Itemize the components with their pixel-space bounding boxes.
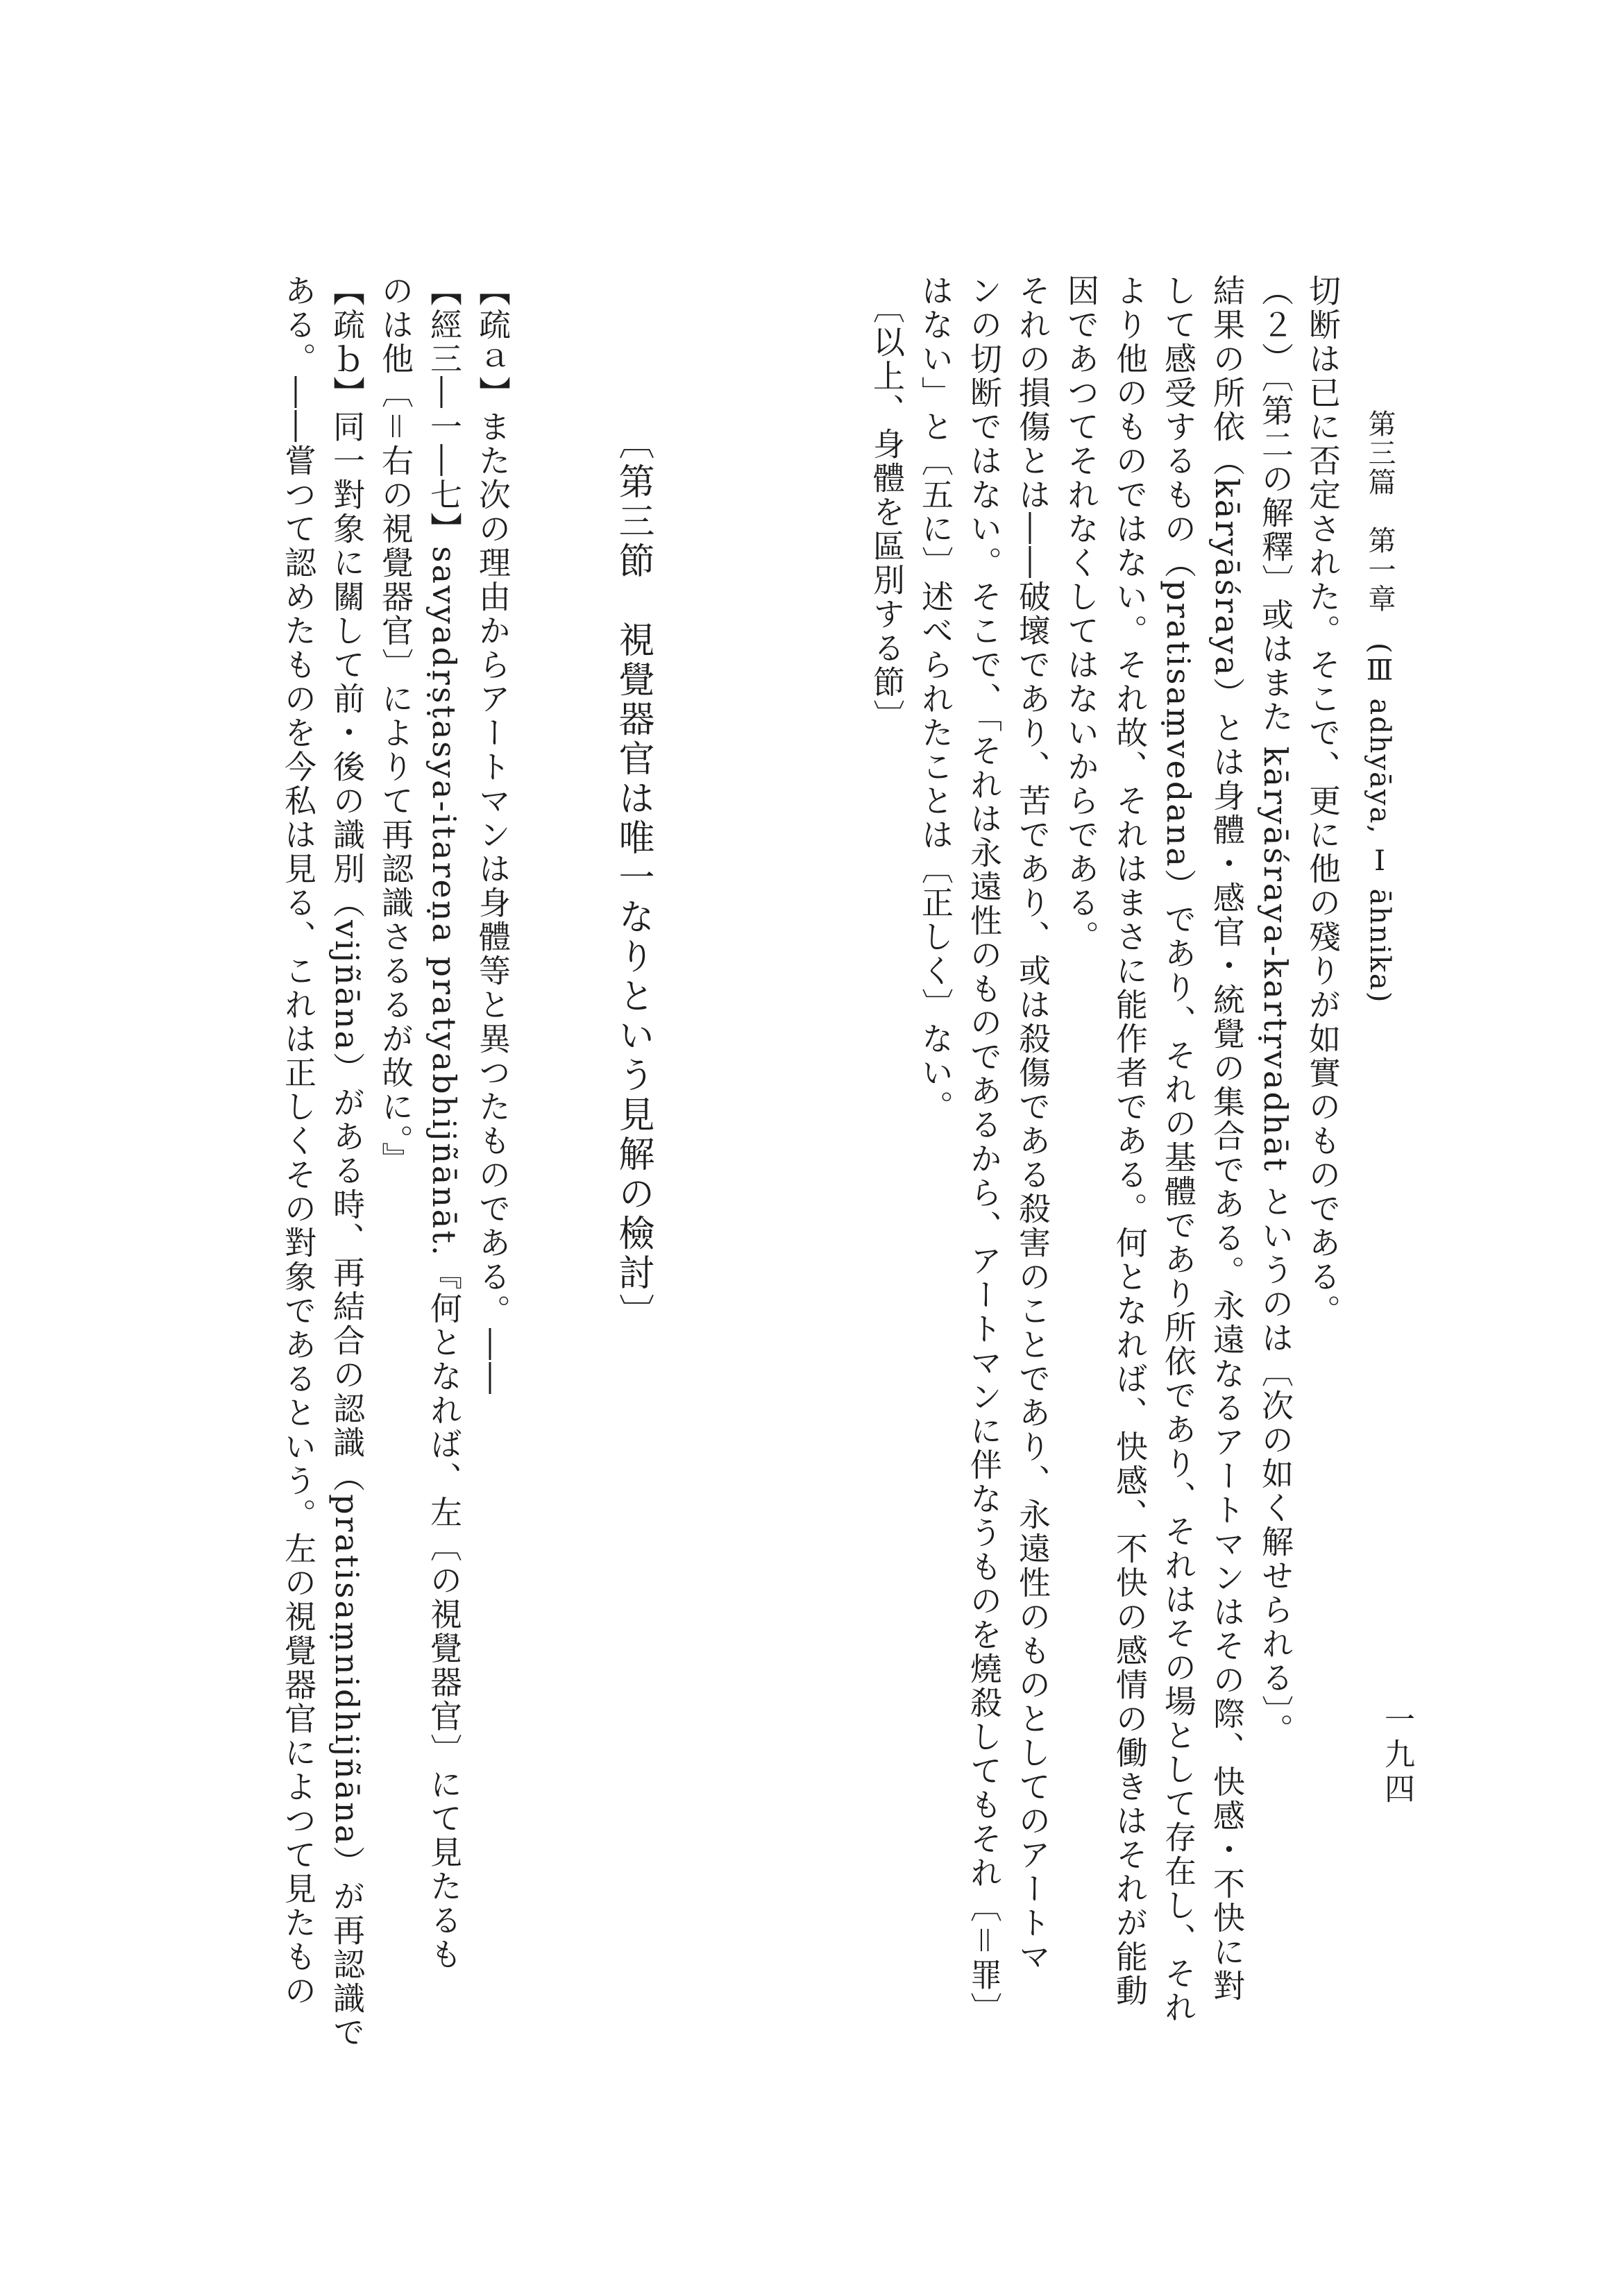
commentary-line: 【疏ａ】また次の理由からアートマンは身體等と異つたものである。―― (474, 274, 511, 1396)
page-number: 一九四 (1379, 1703, 1414, 1808)
body-line: ンの切断ではない。そこで、「それは永遠性のものであるから、アートマンに伴なうものを燒殺してもそれ〔＝罪〕 (965, 274, 1003, 2026)
body-line: 因であつてそれなくしてはないからである。 (1063, 274, 1100, 954)
commentary-line: 【疏ｂ】同一對象に關して前・後の識別（vijñāna）がある時、再結合の認識（pratisaṃnidhijñāna）が再認識で (328, 274, 366, 2050)
body-line: それの損傷とは――破壞であり、苦であり、或は殺傷である殺害のことであり、永遠性のものとしてのアートマ (1014, 274, 1051, 1974)
body-line: より他のものではない。それ故、それはまさに能作者である。何となれば、快感、不快の感情の働きはそれが能動 (1111, 274, 1149, 2008)
commentary-line: のは他〔＝右の視覺器官〕によりて再認識さるるが故に。』 (377, 274, 414, 1176)
body-line: 切断は已に否定された。そこで、更に他の殘りが如實のものである。 (1304, 274, 1342, 1328)
section-heading: 〔第三節 視覺器官は唯一なりという見解の檢討〕 (612, 423, 654, 1333)
body-line: （２）〔第二の解釋〕或はまた kāryāśraya-kartṛvadhāt というのは〔次の如く解せられる〕。 (1257, 274, 1294, 1748)
commentary-line: ある。――嘗つて認めたものを今私は見る、これは正しくその對象であるという。左の視覺器官によつて見たもの (280, 274, 317, 2008)
running-header: 第三篇 第一章 (Ⅲ adhyāya, Ⅰ āhnika) (1364, 409, 1396, 1004)
commentary-line: 【經三―一―七】savyadṛṣṭasya-itareṇa pratyabhijñānāt.『何となれば、左〔の視覺器官〕にて見たるも (425, 274, 463, 1972)
body-line: 結果の所依（kāryāśraya）とは身體・感官・統覺の集合である。永遠なるアートマンはその際、快感・不快に對 (1208, 274, 1246, 2004)
body-line: して感受するもの（pratisaṃvedana）であり、それの基體であり所依であり、それはその場として存在し、それ (1160, 274, 1197, 2025)
body-line: はない」と〔五に〕述べられたことは〔正しく〕ない。 (917, 274, 954, 1124)
section-end-note: 〔以上、身體を區別する節〕 (868, 291, 906, 733)
